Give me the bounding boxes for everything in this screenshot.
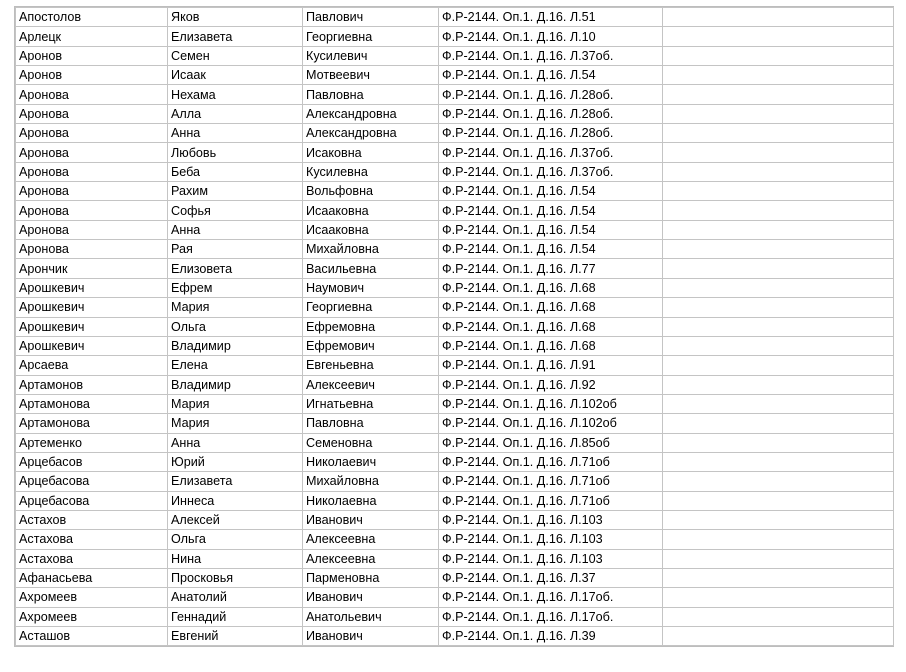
table-row: [16, 414, 894, 433]
archive-reference-cell: Ф.Р-2144. Оп.1. Д.16. Л.10: [439, 27, 663, 46]
archive-reference-cell: Ф.Р-2144. Оп.1. Д.16. Л.54: [439, 201, 663, 220]
first-name-cell: Евгений: [168, 627, 303, 646]
empty-cell: [663, 298, 894, 317]
first-name-cell: Нина: [168, 549, 303, 568]
archive-reference-cell: Ф.Р-2144. Оп.1. Д.16. Л.85об: [439, 433, 663, 452]
patronymic-cell: Николаевич: [303, 452, 439, 471]
archive-reference-cell: Ф.Р-2144. Оп.1. Д.16. Л.54: [439, 182, 663, 201]
first-name-cell: Анна: [168, 433, 303, 452]
first-name-cell: Анна: [168, 220, 303, 239]
patronymic-cell: Павловна: [303, 414, 439, 433]
first-name-cell: Анатолий: [168, 588, 303, 607]
surname-cell: Астахова: [16, 530, 168, 549]
archive-reference-cell: Ф.Р-2144. Оп.1. Д.16. Л.68: [439, 298, 663, 317]
first-name-cell: Семен: [168, 46, 303, 65]
archive-reference-cell: Ф.Р-2144. Оп.1. Д.16. Л.103: [439, 549, 663, 568]
table-row: [16, 530, 894, 549]
first-name-cell: Ольга: [168, 317, 303, 336]
archive-reference-cell: Ф.Р-2144. Оп.1. Д.16. Л.91: [439, 356, 663, 375]
patronymic-cell: Наумович: [303, 278, 439, 297]
patronymic-cell: Евгеньевна: [303, 356, 439, 375]
surname-cell: Ахромеев: [16, 607, 168, 626]
patronymic-cell: Георгиевна: [303, 27, 439, 46]
records-table: [15, 7, 894, 646]
surname-cell: Аронова: [16, 240, 168, 259]
empty-cell: [663, 568, 894, 587]
table-row: [16, 627, 894, 646]
surname-cell: Астахова: [16, 549, 168, 568]
table-row: [16, 220, 894, 239]
surname-cell: Арцебасов: [16, 452, 168, 471]
patronymic-cell: Алексеевна: [303, 549, 439, 568]
empty-cell: [663, 259, 894, 278]
empty-cell: [663, 278, 894, 297]
surname-cell: Арошкевич: [16, 317, 168, 336]
table-row: [16, 375, 894, 394]
table-row: [16, 240, 894, 259]
patronymic-cell: Алексеевич: [303, 375, 439, 394]
empty-cell: [663, 182, 894, 201]
archive-reference-cell: Ф.Р-2144. Оп.1. Д.16. Л.103: [439, 530, 663, 549]
table-row: [16, 8, 894, 27]
first-name-cell: Юрий: [168, 452, 303, 471]
surname-cell: Аронова: [16, 85, 168, 104]
surname-cell: Арончик: [16, 259, 168, 278]
archive-reference-cell: Ф.Р-2144. Оп.1. Д.16. Л.71об: [439, 491, 663, 510]
empty-cell: [663, 220, 894, 239]
empty-cell: [663, 27, 894, 46]
table-row: [16, 104, 894, 123]
first-name-cell: Софья: [168, 201, 303, 220]
archive-reference-cell: Ф.Р-2144. Оп.1. Д.16. Л.37об.: [439, 162, 663, 181]
patronymic-cell: Александровна: [303, 104, 439, 123]
patronymic-cell: Семеновна: [303, 433, 439, 452]
archive-reference-cell: Ф.Р-2144. Оп.1. Д.16. Л.102об: [439, 414, 663, 433]
surname-cell: Арошкевич: [16, 336, 168, 355]
surname-cell: Арсаева: [16, 356, 168, 375]
first-name-cell: Елизовета: [168, 259, 303, 278]
surname-cell: Арцебасова: [16, 491, 168, 510]
empty-cell: [663, 510, 894, 529]
surname-cell: Аронова: [16, 201, 168, 220]
first-name-cell: Анна: [168, 124, 303, 143]
patronymic-cell: Игнатьевна: [303, 394, 439, 413]
first-name-cell: Владимир: [168, 336, 303, 355]
archive-reference-cell: Ф.Р-2144. Оп.1. Д.16. Л.37об.: [439, 143, 663, 162]
patronymic-cell: Михайловна: [303, 472, 439, 491]
surname-cell: Асташов: [16, 627, 168, 646]
table-row: [16, 356, 894, 375]
archive-reference-cell: Ф.Р-2144. Оп.1. Д.16. Л.54: [439, 240, 663, 259]
patronymic-cell: Иванович: [303, 627, 439, 646]
archive-reference-cell: Ф.Р-2144. Оп.1. Д.16. Л.71об: [439, 452, 663, 471]
table-row: [16, 46, 894, 65]
first-name-cell: Исаак: [168, 66, 303, 85]
first-name-cell: Мария: [168, 298, 303, 317]
patronymic-cell: Кусилевич: [303, 46, 439, 65]
table-row: [16, 452, 894, 471]
empty-cell: [663, 607, 894, 626]
first-name-cell: Яков: [168, 8, 303, 27]
archive-reference-cell: Ф.Р-2144. Оп.1. Д.16. Л.54: [439, 220, 663, 239]
table-row: [16, 588, 894, 607]
empty-cell: [663, 433, 894, 452]
table-row: [16, 85, 894, 104]
first-name-cell: Геннадий: [168, 607, 303, 626]
archive-reference-cell: Ф.Р-2144. Оп.1. Д.16. Л.28об.: [439, 124, 663, 143]
archive-reference-cell: Ф.Р-2144. Оп.1. Д.16. Л.102об: [439, 394, 663, 413]
empty-cell: [663, 394, 894, 413]
table-row: [16, 549, 894, 568]
table-row: [16, 182, 894, 201]
first-name-cell: Ефрем: [168, 278, 303, 297]
table-row: [16, 298, 894, 317]
table-row: [16, 124, 894, 143]
first-name-cell: Просковья: [168, 568, 303, 587]
archive-reference-cell: Ф.Р-2144. Оп.1. Д.16. Л.51: [439, 8, 663, 27]
first-name-cell: Рахим: [168, 182, 303, 201]
empty-cell: [663, 201, 894, 220]
surname-cell: Аронов: [16, 66, 168, 85]
archive-reference-cell: Ф.Р-2144. Оп.1. Д.16. Л.37: [439, 568, 663, 587]
surname-cell: Афанасьева: [16, 568, 168, 587]
surname-cell: Аронова: [16, 182, 168, 201]
surname-cell: Арцебасова: [16, 472, 168, 491]
patronymic-cell: Исааковна: [303, 220, 439, 239]
table-row: [16, 143, 894, 162]
empty-cell: [663, 240, 894, 259]
first-name-cell: Иннеса: [168, 491, 303, 510]
surname-cell: Артеменко: [16, 433, 168, 452]
archive-reference-cell: Ф.Р-2144. Оп.1. Д.16. Л.37об.: [439, 46, 663, 65]
patronymic-cell: Михайловна: [303, 240, 439, 259]
archive-reference-cell: Ф.Р-2144. Оп.1. Д.16. Л.68: [439, 336, 663, 355]
first-name-cell: Елизавета: [168, 472, 303, 491]
first-name-cell: Алексей: [168, 510, 303, 529]
empty-cell: [663, 46, 894, 65]
archive-reference-cell: Ф.Р-2144. Оп.1. Д.16. Л.17об.: [439, 588, 663, 607]
patronymic-cell: Иванович: [303, 510, 439, 529]
empty-cell: [663, 162, 894, 181]
surname-cell: Астахов: [16, 510, 168, 529]
table-row: [16, 201, 894, 220]
archive-reference-cell: Ф.Р-2144. Оп.1. Д.16. Л.68: [439, 317, 663, 336]
empty-cell: [663, 317, 894, 336]
table-row: [16, 66, 894, 85]
empty-cell: [663, 491, 894, 510]
archive-reference-cell: Ф.Р-2144. Оп.1. Д.16. Л.68: [439, 278, 663, 297]
surname-cell: Аронова: [16, 143, 168, 162]
surname-cell: Аронов: [16, 46, 168, 65]
empty-cell: [663, 627, 894, 646]
empty-cell: [663, 85, 894, 104]
table-row: [16, 162, 894, 181]
surname-cell: Ахромеев: [16, 588, 168, 607]
empty-cell: [663, 414, 894, 433]
table-row: [16, 607, 894, 626]
patronymic-cell: Ефремовна: [303, 317, 439, 336]
patronymic-cell: Ефремович: [303, 336, 439, 355]
first-name-cell: Рая: [168, 240, 303, 259]
first-name-cell: Любовь: [168, 143, 303, 162]
empty-cell: [663, 104, 894, 123]
patronymic-cell: Исаковна: [303, 143, 439, 162]
table-row: [16, 472, 894, 491]
archive-reference-cell: Ф.Р-2144. Оп.1. Д.16. Л.54: [439, 66, 663, 85]
patronymic-cell: Анатольевич: [303, 607, 439, 626]
surname-cell: Артамонова: [16, 394, 168, 413]
first-name-cell: Мария: [168, 394, 303, 413]
first-name-cell: Беба: [168, 162, 303, 181]
archive-reference-cell: Ф.Р-2144. Оп.1. Д.16. Л.28об.: [439, 104, 663, 123]
first-name-cell: Мария: [168, 414, 303, 433]
table-row: [16, 27, 894, 46]
archive-reference-cell: Ф.Р-2144. Оп.1. Д.16. Л.103: [439, 510, 663, 529]
first-name-cell: Алла: [168, 104, 303, 123]
surname-cell: Артамонов: [16, 375, 168, 394]
first-name-cell: Владимир: [168, 375, 303, 394]
empty-cell: [663, 375, 894, 394]
patronymic-cell: Павловна: [303, 85, 439, 104]
first-name-cell: Нехама: [168, 85, 303, 104]
surname-cell: Аронова: [16, 124, 168, 143]
archive-reference-cell: Ф.Р-2144. Оп.1. Д.16. Л.71об: [439, 472, 663, 491]
empty-cell: [663, 124, 894, 143]
surname-cell: Арошкевич: [16, 278, 168, 297]
surname-cell: Артамонова: [16, 414, 168, 433]
empty-cell: [663, 472, 894, 491]
archive-reference-cell: Ф.Р-2144. Оп.1. Д.16. Л.77: [439, 259, 663, 278]
table-row: [16, 278, 894, 297]
empty-cell: [663, 336, 894, 355]
table-row: [16, 433, 894, 452]
empty-cell: [663, 8, 894, 27]
surname-cell: Аронова: [16, 162, 168, 181]
table-row: [16, 510, 894, 529]
patronymic-cell: Васильевна: [303, 259, 439, 278]
surname-cell: Арлецк: [16, 27, 168, 46]
patronymic-cell: Алексеевна: [303, 530, 439, 549]
patronymic-cell: Иванович: [303, 588, 439, 607]
patronymic-cell: Александровна: [303, 124, 439, 143]
empty-cell: [663, 549, 894, 568]
patronymic-cell: Вольфовна: [303, 182, 439, 201]
records-sheet: [14, 6, 894, 647]
empty-cell: [663, 66, 894, 85]
archive-reference-cell: Ф.Р-2144. Оп.1. Д.16. Л.28об.: [439, 85, 663, 104]
patronymic-cell: Парменовна: [303, 568, 439, 587]
empty-cell: [663, 530, 894, 549]
patronymic-cell: Мотвеевич: [303, 66, 439, 85]
first-name-cell: Ольга: [168, 530, 303, 549]
patronymic-cell: Павлович: [303, 8, 439, 27]
records-table-body: [16, 8, 894, 646]
table-row: [16, 259, 894, 278]
table-row: [16, 491, 894, 510]
patronymic-cell: Кусилевна: [303, 162, 439, 181]
surname-cell: Апостолов: [16, 8, 168, 27]
first-name-cell: Елена: [168, 356, 303, 375]
first-name-cell: Елизавета: [168, 27, 303, 46]
patronymic-cell: Исааковна: [303, 201, 439, 220]
table-row: [16, 336, 894, 355]
surname-cell: Арошкевич: [16, 298, 168, 317]
empty-cell: [663, 588, 894, 607]
surname-cell: Аронова: [16, 220, 168, 239]
table-row: [16, 317, 894, 336]
empty-cell: [663, 143, 894, 162]
archive-reference-cell: Ф.Р-2144. Оп.1. Д.16. Л.39: [439, 627, 663, 646]
empty-cell: [663, 356, 894, 375]
table-row: [16, 394, 894, 413]
empty-cell: [663, 452, 894, 471]
patronymic-cell: Николаевна: [303, 491, 439, 510]
archive-reference-cell: Ф.Р-2144. Оп.1. Д.16. Л.17об.: [439, 607, 663, 626]
surname-cell: Аронова: [16, 104, 168, 123]
table-row: [16, 568, 894, 587]
patronymic-cell: Георгиевна: [303, 298, 439, 317]
archive-reference-cell: Ф.Р-2144. Оп.1. Д.16. Л.92: [439, 375, 663, 394]
